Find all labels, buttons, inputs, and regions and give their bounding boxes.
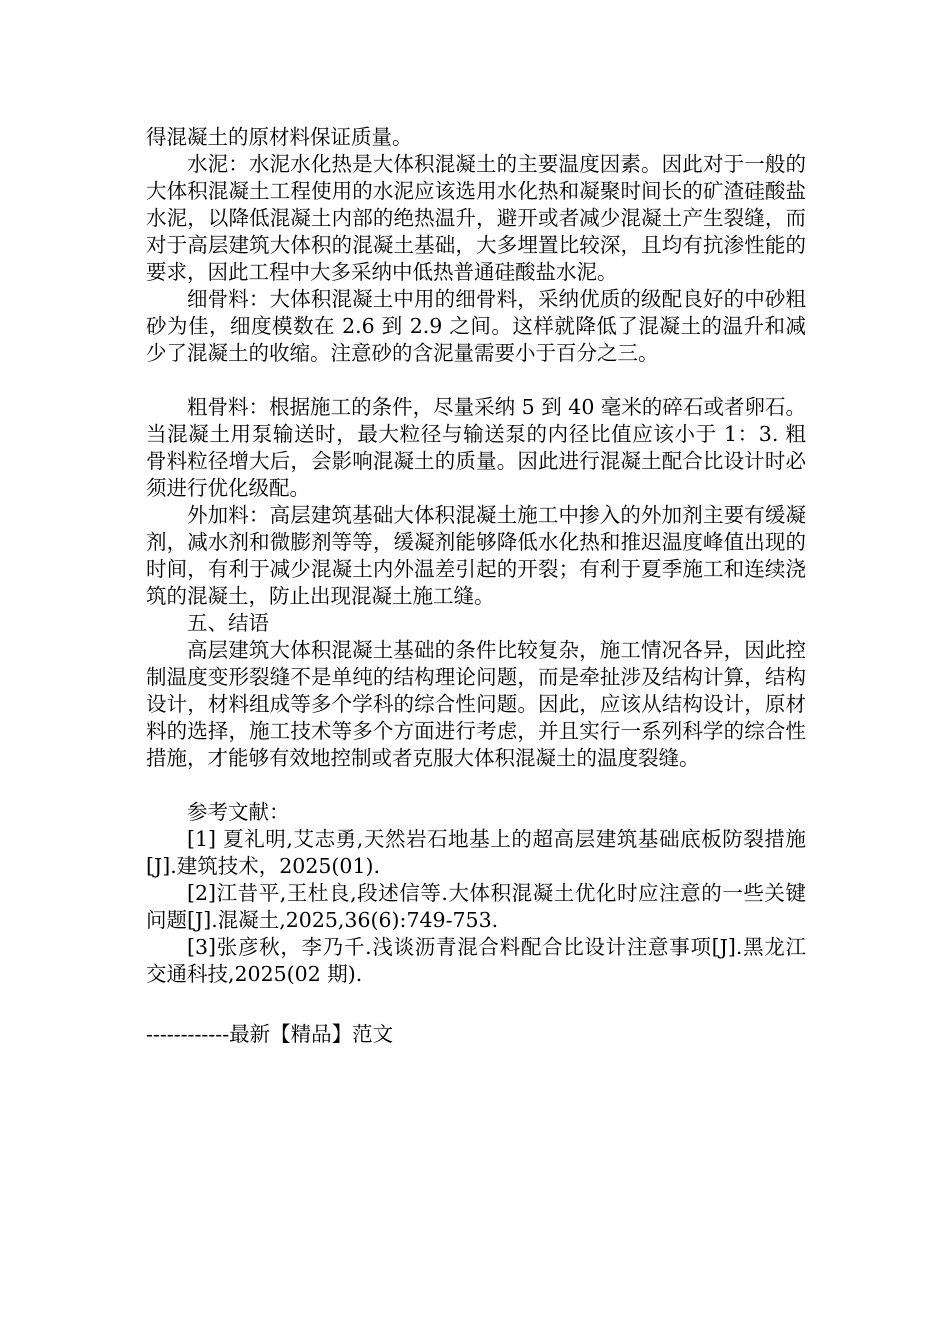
paragraph-conclusion: 高层建筑大体积混凝土基础的条件比较复杂，施工情况各异，因此控制温度变形裂缝不是单纯的结构理论问题，而是牵扯涉及结构计算，结构设计，材料组成等多个学科的综合性问题。因此，应该从结构设计，原材料的选择，施工技术等多个方面进行考虑，并且实行一系列科学的综合性措施，才能够有效地控制或者克服大体积混凝土的温度裂缝。 bbox=[146, 638, 806, 770]
spacer bbox=[146, 772, 806, 799]
paragraph-coarse-aggregate: 粗骨料：根据施工的条件，尽量采纳 5 到 40 毫米的碎石或者卵石。当混凝土用泵输送时，最大粒径与输送泵的内径比值应该小于 1：3. 粗骨料粒径增大后，会影响混凝土的质量。因此进行混凝土配合比设计时必须进行优化级配。 bbox=[146, 395, 806, 500]
references-heading: 参考文献： bbox=[187, 800, 290, 824]
footer-text: ------------最新【精品】范文 bbox=[146, 1022, 394, 1046]
spacer bbox=[146, 367, 806, 394]
paragraph-fine-aggregate: 细骨料：大体积混凝土中用的细骨料，采纳优质的级配良好的中砂粗砂为佳，细度模数在 2.6 到 2.9 之间。这样就降低了混凝土的温升和减少了混凝土的收缩。注意砂的含泥量需要小于百分之三。 bbox=[146, 287, 806, 365]
reference-item-3: [3]张彦秋，李乃千.浅谈沥青混合料配合比设计注意事项[J].黑龙江交通科技,2025(02 期). bbox=[146, 935, 806, 986]
document-body bbox=[146, 124, 806, 988]
reference-item-1: [1] 夏礼明,艾志勇,天然岩石地基上的超高层建筑基础底板防裂措施[J].建筑技术，2025(01). bbox=[146, 827, 806, 878]
section-heading-conclusion: 五、结语 bbox=[187, 611, 269, 635]
reference-item-2: [2]江昔平,王杜良,段述信等.大体积混凝土优化时应注意的一些关键问题[J].混凝土,2025,36(6):749-753. bbox=[146, 881, 806, 932]
paragraph-continuation: 得混凝土的原材料保证质量。 bbox=[146, 125, 413, 149]
paragraph-admixture: 外加料：高层建筑基础大体积混凝土施工中掺入的外加剂主要有缓凝剂，减水剂和微膨剂等等，缓凝剂能够降低水化热和推迟温度峰值出现的时间，有利于减少混凝土内外温差引起的开裂；有利于夏季施工和连续浇筑的混凝土，防止出现混凝土施工缝。 bbox=[146, 503, 806, 608]
paragraph-cement: 水泥：水泥水化热是大体积混凝土的主要温度因素。因此对于一般的大体积混凝土工程使用的水泥应该选用水化热和凝聚时间长的矿渣硅酸盐水泥，以降低混凝土内部的绝热温升，避开或者减少混凝土产生裂缝，而对于高层建筑大体积的混凝土基础，大多埋置比较深，且均有抗渗性能的要求，因此工程中大多采纳中低热普通硅酸盐水泥。 bbox=[146, 152, 806, 284]
